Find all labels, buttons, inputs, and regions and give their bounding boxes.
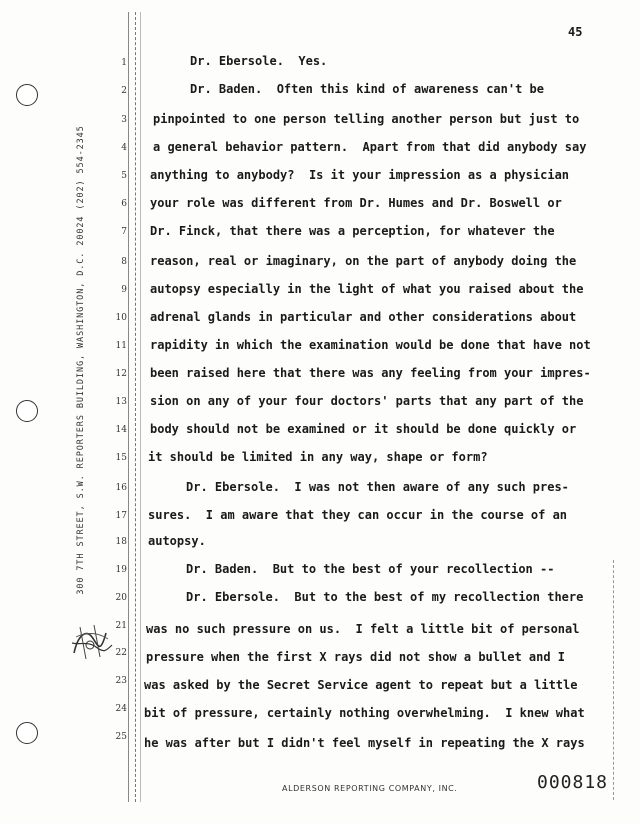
margin-rule [135, 12, 136, 802]
line-number: 8 [121, 257, 127, 267]
line-number: 1 [121, 58, 127, 68]
line-number: 24 [115, 704, 127, 714]
transcript-line: adrenal glands in particular and other considerations about [150, 310, 577, 324]
transcript-line: Dr. Finck, that there was a perception, for whatever the [150, 224, 555, 238]
reporter-address: 300 7TH STREET, S.W. REPORTERS BUILDING, WASHINGTON, D.C. 20024 (202) 554-2345 [76, 125, 86, 595]
line-number: 2 [121, 86, 127, 96]
line-number: 21 [115, 621, 127, 631]
line-number: 7 [121, 227, 127, 237]
line-number: 13 [115, 397, 127, 407]
line-number: 23 [115, 676, 127, 686]
line-number: 12 [115, 369, 127, 379]
line-number: 3 [121, 115, 127, 125]
punch-hole [16, 400, 38, 422]
transcript-line: Dr. Ebersole. But to the best of my recollection there [186, 590, 584, 604]
line-number: 15 [115, 453, 127, 463]
line-number: 10 [115, 313, 127, 323]
bates-number: 000818 [537, 772, 609, 793]
line-number: 18 [115, 537, 127, 547]
transcript-line: a general behavior pattern. Apart from that did anybody say [153, 140, 587, 154]
transcript-line: sures. I am aware that they can occur in the course of an [148, 508, 568, 522]
transcript-line: autopsy especially in the light of what you raised about the [150, 282, 584, 296]
page-number: 45 [568, 25, 583, 39]
line-number: 6 [121, 199, 127, 209]
transcript-line: was no such pressure on us. I felt a little bit of personal [146, 622, 580, 636]
transcript-line: sion on any of your four doctors' parts that any part of the [150, 394, 584, 408]
transcript-line: body should not be examined or it should be done quickly or [150, 422, 577, 436]
transcript-line: reason, real or imaginary, on the part of anybody doing the [150, 254, 577, 268]
line-number: 22 [115, 648, 127, 658]
transcript-line: it should be limited in any way, shape or form? [148, 450, 488, 464]
line-number: 16 [115, 483, 127, 493]
transcript-line: he was after but I didn't feel myself in repeating the X rays [144, 736, 585, 750]
line-number: 4 [121, 143, 127, 153]
line-number: 14 [115, 425, 127, 435]
punch-hole [16, 722, 38, 744]
reporting-company: ALDERSON REPORTING COMPANY, INC. [282, 784, 458, 793]
line-number: 19 [115, 565, 127, 575]
transcript-line: pinpointed to one person telling another person but just to [153, 112, 580, 126]
line-number: 9 [121, 285, 127, 295]
transcript-line: Dr. Baden. Often this kind of awareness can't be [190, 82, 545, 96]
transcript-line: Dr. Baden. But to the best of your recollection -- [186, 562, 555, 576]
punch-hole [16, 84, 38, 106]
transcript-line: rapidity in which the examination would be done that have not [150, 338, 591, 352]
transcript-line: autopsy. [148, 534, 206, 548]
transcript-line: bit of pressure, certainly nothing overwhelming. I knew what [144, 706, 585, 720]
line-number: 25 [115, 732, 127, 742]
transcript-line: anything to anybody? Is it your impression as a physician [150, 168, 570, 182]
line-number: 17 [115, 511, 127, 521]
line-number: 5 [121, 171, 127, 181]
line-number: 20 [115, 593, 127, 603]
right-margin-rule [613, 560, 614, 800]
margin-rule [128, 12, 129, 802]
transcript-line: your role was different from Dr. Humes and Dr. Boswell or [150, 196, 562, 210]
transcript-line: was asked by the Secret Service agent to repeat but a little [144, 678, 578, 692]
transcript-line: pressure when the first X rays did not show a bullet and I [146, 650, 566, 664]
margin-rule [140, 12, 141, 802]
transcript-line: been raised here that there was any feeling from your impres- [150, 366, 591, 380]
transcript-line: Dr. Ebersole. Yes. [190, 54, 328, 68]
line-number: 11 [115, 341, 127, 351]
transcript-line: Dr. Ebersole. I was not then aware of any such pres- [186, 480, 569, 494]
handwritten-mark-icon [66, 615, 116, 665]
